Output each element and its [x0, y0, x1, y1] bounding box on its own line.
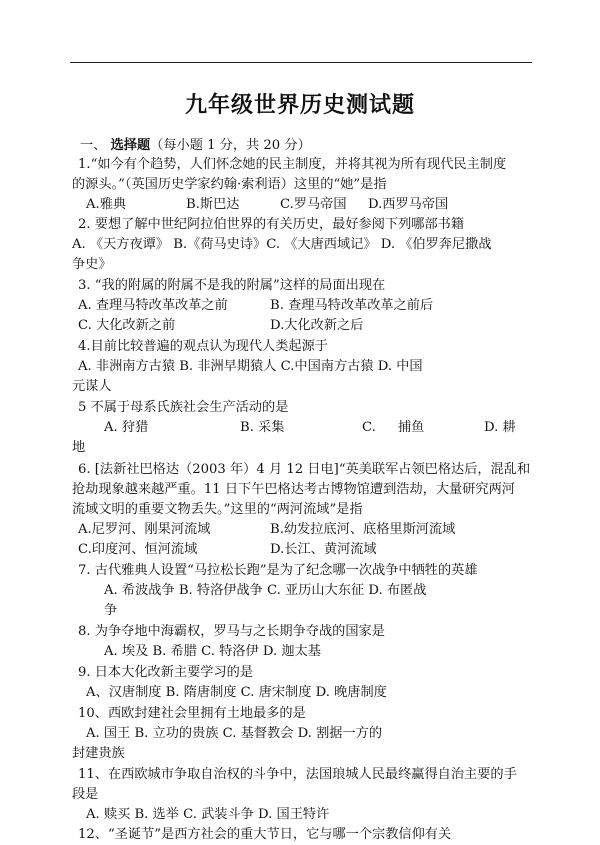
q2-options-line: A. 《天方夜谭》 B.《荷马史诗》C. 《大唐西域记》 D. 《伯罗奔尼撒战 [72, 237, 492, 252]
q1-stem-line1: 1.“如今有个趋势，人们怀念她的民主制度，并将其视为所有现代民主制度 [78, 157, 507, 172]
section-note: （每小题 1 分，共 20 分） [150, 138, 311, 153]
q11-stem-line2: 段是 [72, 787, 99, 802]
q3-option-c: C. 大化改新之前 [78, 318, 176, 333]
q1-option-c: C.罗马帝国 [280, 197, 347, 212]
header-rule [70, 62, 532, 63]
q10-options-line: A. 国王 B. 立功的贵族 C. 基督教会 D. 割据一方的 [86, 726, 383, 741]
q6-option-b: B.幼发拉底河、底格里斯河流域 [270, 522, 456, 537]
q10-stem: 10、西欧封建社会里拥有土地最多的是 [78, 706, 306, 721]
q4-options-wrap: 元谋人 [72, 379, 112, 394]
q4-options-line: A. 非洲南方古猿 B. 非洲早期猿人 C.中国南方古猿 D. 中国 [78, 359, 423, 374]
section-heading [80, 136, 550, 156]
q2-stem: 2. 要想了解中世纪阿拉伯世界的有关历史，最好参阅下列哪部书籍 [78, 217, 465, 232]
q6-stem-line2: 抢劫现象越来越严重。11 日下午巴格达考古博物馆遭到浩劫，大量研究两河 [72, 482, 515, 497]
q7-options-wrap: 争 [104, 603, 118, 618]
q1-stem-line2: 的源头。”（英国历史学家约翰·索利语）这里的“她”是指 [72, 177, 387, 192]
q5-option-c-label: C. [362, 420, 376, 435]
q5-option-b: B. 采集 [240, 420, 285, 435]
q5-options-wrap: 地 [72, 440, 86, 455]
q9-stem: 9. 日本大化改新主要学习的是 [78, 665, 254, 680]
q1-option-b: B.斯巴达 [186, 197, 240, 212]
q3-option-b: B. 查理马特改革改革之前后 [270, 298, 434, 313]
q5-stem: 5 不属于母系氏族社会生产活动的是 [78, 400, 289, 415]
q11-options-line: A. 赎买 B. 选举 C. 武装斗争 D. 国王特许 [86, 807, 330, 822]
q1-option-a: A.雅典 [86, 197, 127, 212]
q6-stem-line1: 6. [法新社巴格达（2003 年）4 月 12 日电]“英美联军占领巴格达后，混乱和 [78, 462, 531, 477]
q2-options-wrap: 争史》 [72, 257, 112, 272]
q11-stem-line1: 11、在西欧城市争取自治权的斗争中，法国琅城人民最终赢得自治主要的手 [78, 767, 517, 782]
q1-option-d: D.西罗马帝国 [368, 197, 449, 212]
q12-stem: 12、“圣诞节”是西方社会的重大节日，它与哪一个宗教信仰有关 [78, 827, 452, 842]
q6-stem-line3: 流域文明的重要文物丢失。”这里的“两河流域”是指 [72, 502, 363, 517]
q3-option-a: A. 查理马特改革改革之前 [78, 298, 228, 313]
section-number: 一、 [80, 138, 107, 153]
q5-option-c-text: 捕鱼 [398, 420, 425, 435]
q3-stem: 3. “我的附属的附属不是我的附属”这样的局面出现在 [78, 278, 386, 293]
q5-option-a: A. 狩猎 [104, 420, 149, 435]
q8-options-line: A. 埃及 B. 希腊 C. 特洛伊 D. 迦太基 [104, 644, 321, 659]
q3-option-d: D.大化改新之后 [270, 318, 364, 333]
q9-options-line: A、汉唐制度 B. 隋唐制度 C. 唐宋制度 D. 晚唐制度 [86, 685, 387, 700]
q6-option-a: A.尼罗河、刚果河流域 [78, 522, 211, 537]
q10-options-wrap: 封建贵族 [72, 746, 125, 761]
q6-option-d: D.长江、黄河流域 [270, 542, 377, 557]
page-title: 九年级世界历史测试题 [184, 92, 415, 118]
q7-stem: 7. 古代雅典人设置“马拉松长跑”是为了纪念哪一次战争中牺牲的英雄 [78, 563, 478, 578]
q8-stem: 8. 为争夺地中海霸权，罗马与之长期争夺战的国家是 [78, 624, 385, 639]
q4-stem: 4.目前比较普遍的观点认为现代人类起源于 [78, 339, 328, 354]
section-name: 选择题 [110, 138, 151, 153]
q7-options-line: A. 希波战争 B. 特洛伊战争 C. 亚历山大东征 D. 布匿战 [104, 583, 427, 598]
q5-option-d: D. 耕 [484, 420, 516, 435]
q6-option-c: C.印度河、恒河流域 [78, 542, 198, 557]
